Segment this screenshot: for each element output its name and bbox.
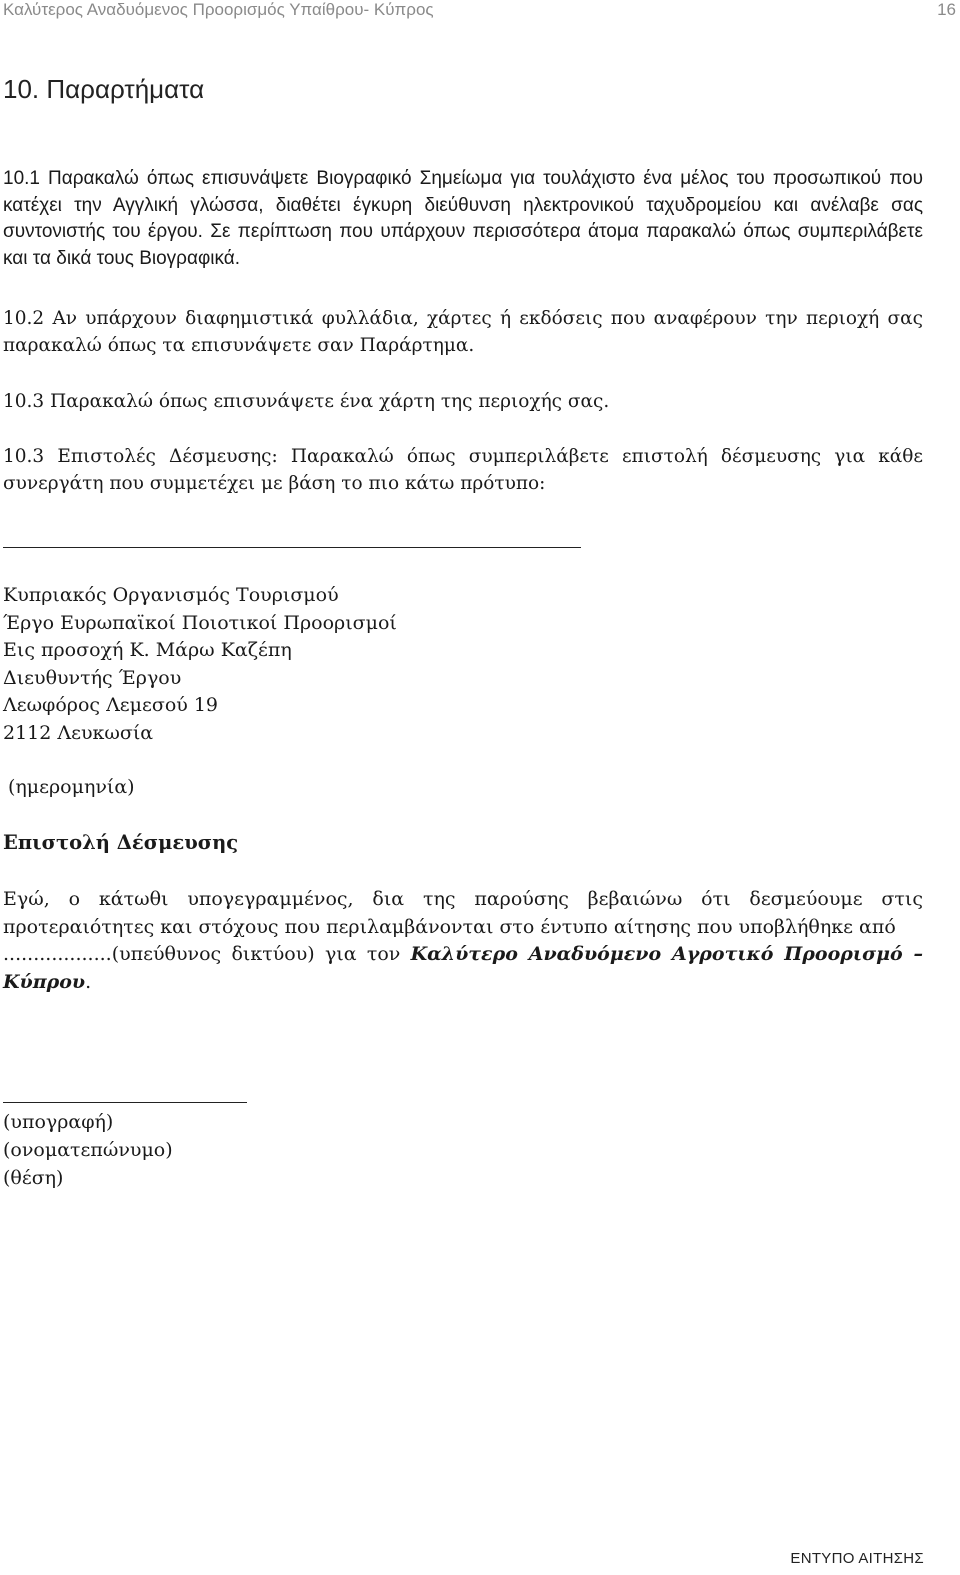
signature-block bbox=[3, 1108, 173, 1192]
letter-title: Επιστολή Δέσμευσης bbox=[3, 831, 239, 854]
address-line: Λεωφόρος Λεμεσού 19 bbox=[3, 694, 219, 716]
address-line: 2112 Λευκωσία bbox=[3, 721, 154, 744]
letter-line: προτεραιότητες και στόχους που περιλαμβάνονται στο έντυπο αίτησης που υποβλήθηκε από bbox=[3, 915, 896, 938]
letter-line-text: ..................(υπεύθυνος δικτύου) για τον bbox=[3, 943, 411, 965]
page-header bbox=[0, 0, 960, 28]
header-title: Καλύτερος Αναδυόμενος Προορισμός Υπαίθρου- Κύπρος bbox=[3, 0, 434, 19]
paragraph-10-2: 10.2 Αν υπάρχουν διαφημιστικά φυλλάδια, χάρτες ή εκδόσεις που αναφέρουν την περιοχή σας παρακαλώ όπως τα επισυνάψετε σαν Παράρτημα. bbox=[3, 308, 923, 356]
date-placeholder: (ημερομηνία) bbox=[8, 776, 135, 798]
paragraph-10-1: 10.1 Παρακαλώ όπως επισυνάψετε Βιογραφικό Σημείωμα για τουλάχιστο ένα μέλος του προσωπικού που κατέχει την Αγγλική γλώσσα, διαθέτει έγκυρη διεύθυνση ηλεκτρονικού ταχυδρομείου και ανέλαβε σας συντονιστής του έργου. Σε περίπτωση που υπάρχουν περισσότερα άτομα παρακαλώ όπως συμπεριλάβετε και τα δικά τους Βιογραφικά. bbox=[3, 168, 923, 269]
position-label: (θέση) bbox=[3, 1167, 64, 1189]
letter-line bbox=[3, 941, 923, 969]
letter-line-text: . bbox=[85, 970, 92, 993]
recipient-address bbox=[3, 582, 397, 747]
signature-line bbox=[3, 1102, 247, 1103]
letter-line bbox=[3, 969, 923, 997]
address-line: Έργο Ευρωπαϊκοί Ποιοτικοί Προορισμοί bbox=[3, 611, 397, 634]
name-label: (ονοματεπώνυμο) bbox=[3, 1139, 173, 1161]
page-footer: ΕΝΤΥΠΟ ΑΙΤΗΣΗΣ bbox=[790, 1550, 924, 1567]
template-separator-line bbox=[3, 547, 581, 548]
section-title: 10. Παραρτήματα bbox=[3, 74, 205, 104]
destination-emphasis: Καλύτερο Αναδυόμενο Αγροτικό Προορισμό – bbox=[410, 943, 924, 965]
letter-body bbox=[3, 886, 923, 996]
address-line: Διευθυντής Έργου bbox=[3, 666, 182, 689]
page-number: 16 bbox=[937, 0, 956, 19]
paragraph-10-3-map: 10.3 Παρακαλώ όπως επισυνάψετε ένα χάρτη της περιοχής σας. bbox=[3, 391, 610, 412]
signature-label: (υπογραφή) bbox=[3, 1111, 114, 1133]
country-emphasis: Κύπρου bbox=[3, 970, 86, 993]
address-line: Κυπριακός Οργανισμός Τουρισμού bbox=[3, 584, 339, 606]
paragraph-10-3-letters: 10.3 Επιστολές Δέσμευσης: Παρακαλώ όπως συμπεριλάβετε επιστολή δέσμευσης για κάθε συνεργάτη που συμμετέχει με βάση το πιο κάτω πρότυπο: bbox=[3, 446, 923, 494]
address-line: Εις προσοχή Κ. Μάρω Καζέπη bbox=[3, 639, 292, 661]
letter-line: Εγώ, ο κάτωθι υπογεγραμμένος, δια της παρούσης βεβαιώνω ότι δεσμεύουμε στις bbox=[3, 888, 923, 910]
